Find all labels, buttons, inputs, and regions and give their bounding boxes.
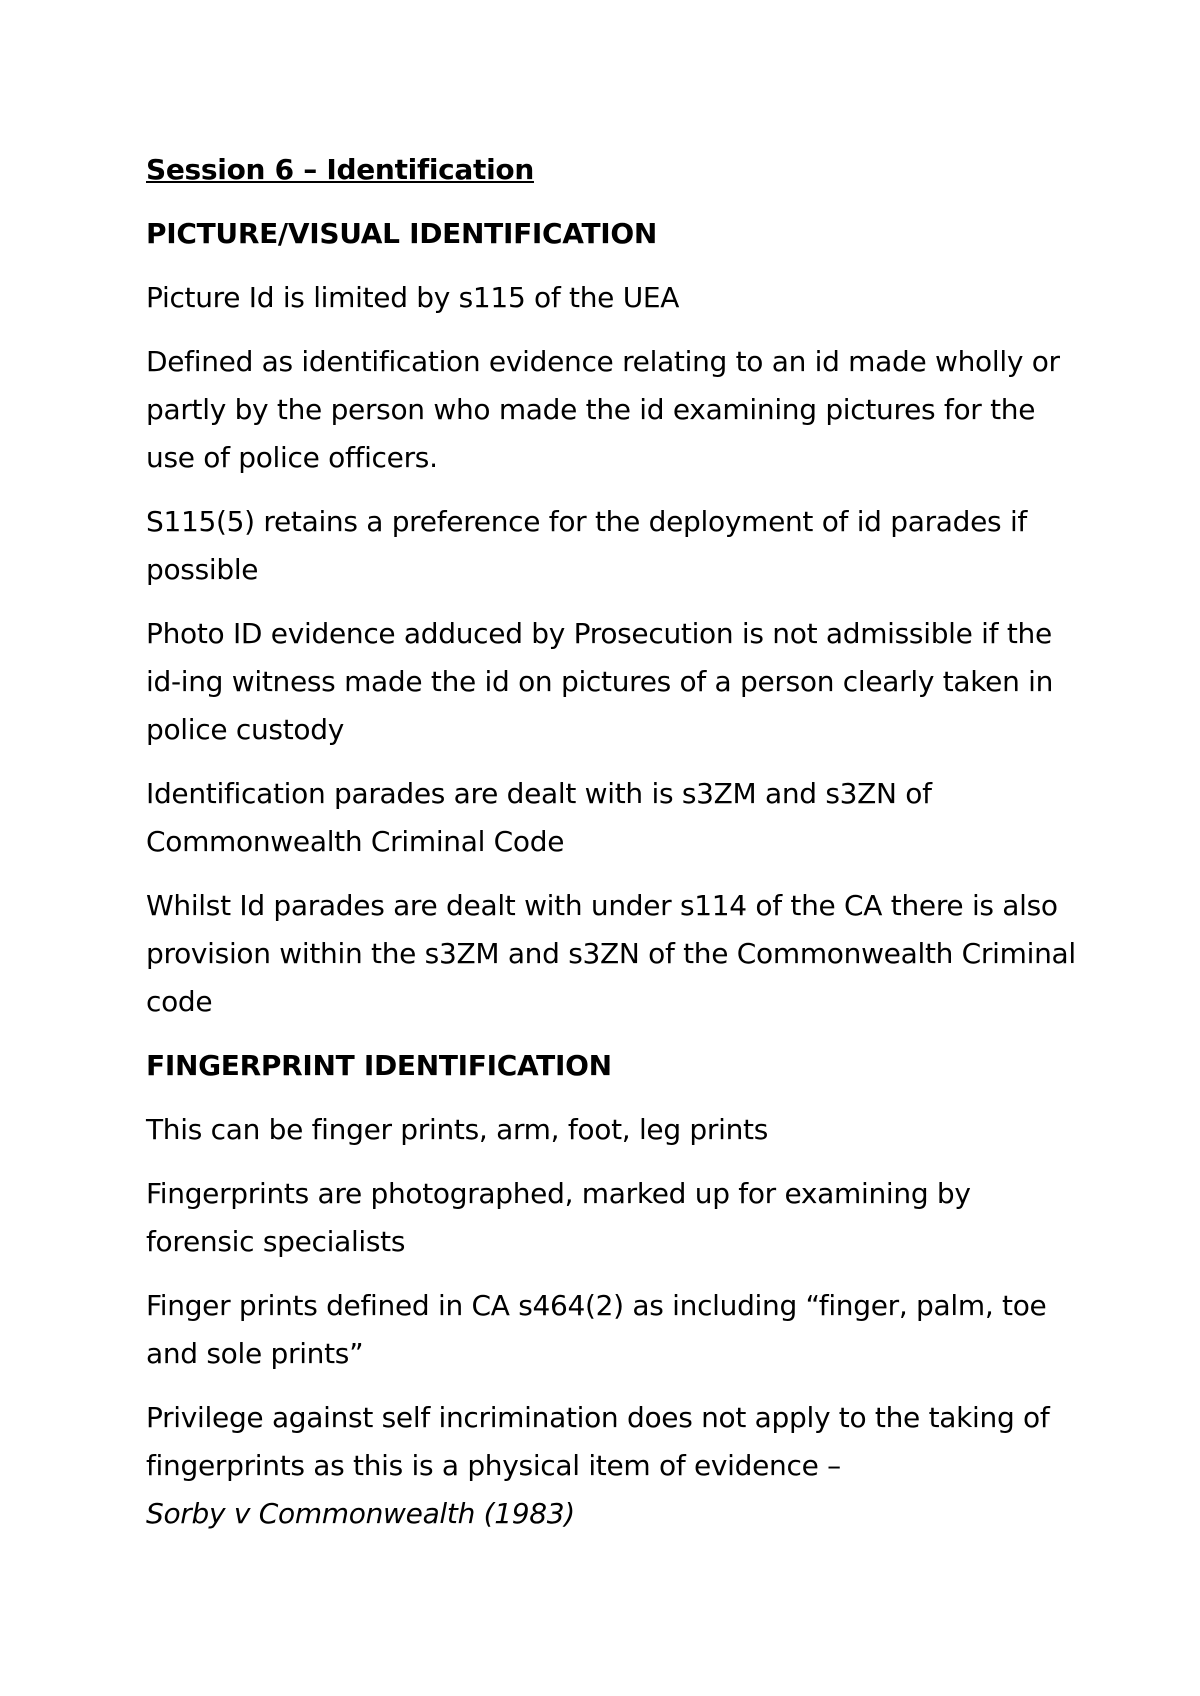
section-heading-picture-identification: PICTURE/VISUAL IDENTIFICATION: [146, 217, 658, 250]
paragraph: Fingerprints are photographed, marked up for examining by forensic specialists: [146, 1177, 971, 1258]
paragraph: Photo ID evidence adduced by Prosecution is not admissible if the id-ing witness made the id on pictures of a person clearly taken in police custody: [146, 617, 1054, 746]
paragraph-with-citation: [146, 1394, 1076, 1538]
paragraph-text: Privilege against self incrimination does not apply to the taking of fingerprints as this is a physical item of evidence –: [146, 1401, 1050, 1482]
paragraph: This can be finger prints, arm, foot, leg prints: [146, 1113, 768, 1146]
paragraph: Identification parades are dealt with is s3ZM and s3ZN of Commonwealth Criminal Code: [146, 777, 932, 858]
case-citation: Sorby v Commonwealth (1983): [146, 1497, 575, 1530]
paragraph: Defined as identification evidence relating to an id made wholly or partly by the person who made the id examining pictures for the use of police officers.: [146, 345, 1060, 474]
document-page: [146, 146, 1076, 1554]
paragraph: Finger prints defined in CA s464(2) as including “finger, palm, toe and sole prints”: [146, 1289, 1047, 1370]
paragraph: S115(5) retains a preference for the deployment of id parades if possible: [146, 505, 1027, 586]
paragraph: Whilst Id parades are dealt with under s114 of the CA there is also provision within the s3ZM and s3ZN of the Commonwealth Criminal code: [146, 889, 1076, 1018]
paragraph: Picture Id is limited by s115 of the UEA: [146, 281, 680, 314]
section-heading-fingerprint-identification: FINGERPRINT IDENTIFICATION: [146, 1049, 612, 1082]
document-title: Session 6 – Identification: [146, 153, 534, 186]
